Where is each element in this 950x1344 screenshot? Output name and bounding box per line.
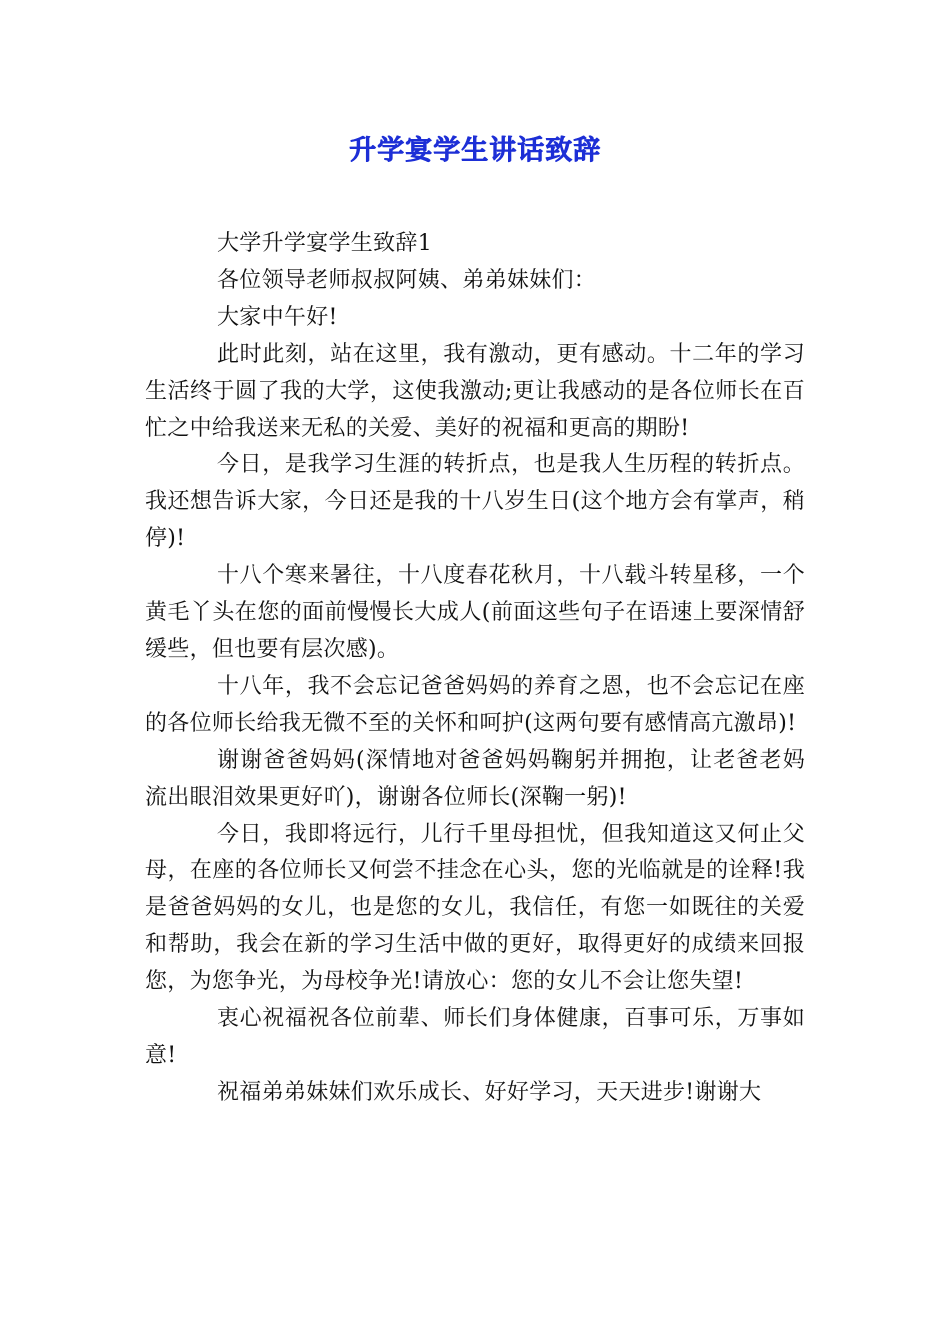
paragraph: 此时此刻，站在这里，我有激动，更有感动。十二年的学习生活终于圆了我的大学，这使我激动;更让我感动的是各位师长在百忙之中给我送来无私的关爱、美好的祝福和更高的期盼! [145,341,805,441]
paragraph: 祝福弟弟妹妹们欢乐成长、好好学习，天天进步!谢谢大 [217,1079,762,1105]
paragraph: 今日，是我学习生涯的转折点，也是我人生历程的转折点。我还想告诉大家，今日还是我的十八岁生日(这个地方会有掌声，稍停)! [145,452,805,552]
paragraph-greeting: 大家中午好! [217,304,338,330]
paragraph: 今日，我即将远行，儿行千里母担忧，但我知道这又何止父母，在座的各位师长又何尝不挂念在心头，您的光临就是的诠释!我是爸爸妈妈的女儿，也是您的女儿，我信任，有您一如既往的关爱和帮助，我会在新的学习生活中做的更好，取得更好的成绩来回报您，为您争光，为母校争光!请放心：您的女儿不会让您失望! [145,821,805,995]
paragraph-salutation: 各位领导老师叔叔阿姨、弟弟妹妹们： [217,267,597,293]
paragraph: 谢谢爸爸妈妈(深情地对爸爸妈妈鞠躬并拥抱，让老爸老妈流出眼泪效果更好吖)，谢谢各位师长(深鞠一躬)! [145,747,805,810]
paragraph-heading: 大学升学宴学生致辞1 [217,231,432,256]
paragraph: 衷心祝福祝各位前辈、师长们身体健康，百事可乐，万事如意! [145,1006,805,1068]
paragraph: 十八个寒来暑往，十八度春花秋月，十八载斗转星移，一个黄毛丫头在您的面前慢慢长大成人(前面这些句子在语速上要深情舒缓些，但也要有层次感)。 [145,563,805,662]
document-title: 升学宴学生讲话致辞 [349,135,601,166]
paragraph: 十八年，我不会忘记爸爸妈妈的养育之恩，也不会忘记在座的各位师长给我无微不至的关怀和呵护(这两句要有感情高亢激昂)! [145,673,805,736]
document-body [145,226,805,1112]
